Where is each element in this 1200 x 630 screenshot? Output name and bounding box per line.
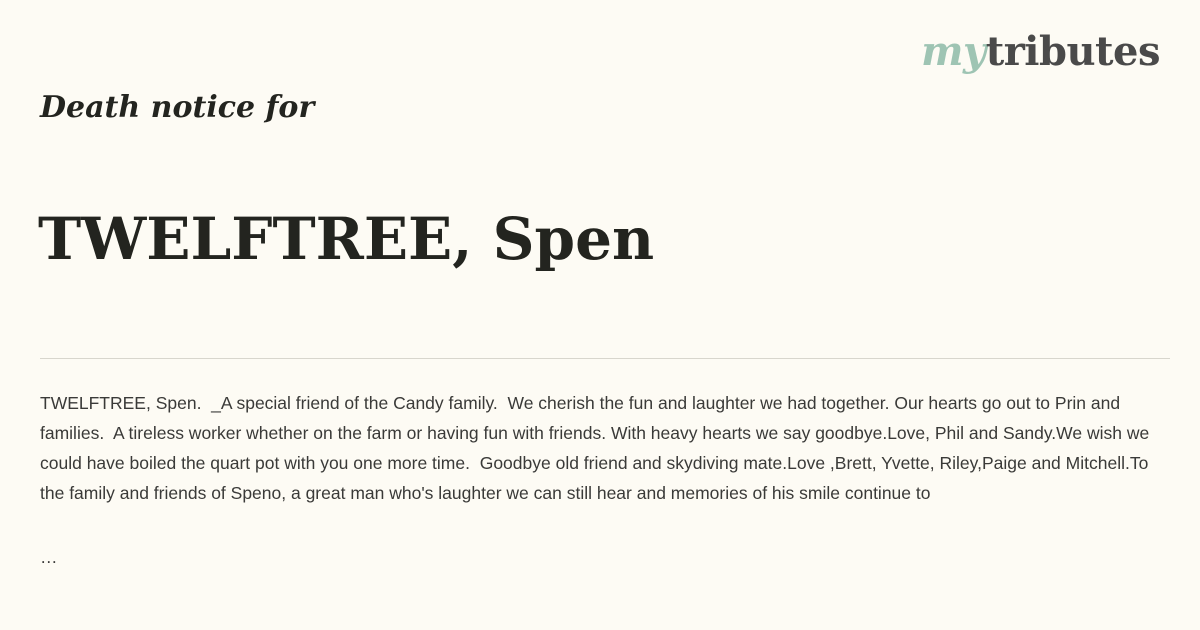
notice-body: TWELFTREE, Spen. _A special friend of the Candy family. We cherish the fun and laughter we had together. Our hearts go out to Prin and families. A tireless worker whether on the farm or having fun with friends. With heavy hearts we say goodbye.Love, Phil and Sandy.We wish we could have boiled the quart pot with you one more time. Goodbye old friend and skydiving mate.Love ,Brett, Yvette, Riley,Paige and Mitchell.To the family and friends of Speno, a great man who's laughter we can still hear and memories of his smile continue to	[40, 393, 1155, 503]
logo-text-tributes: tributes	[985, 28, 1160, 75]
mytributes-logo[interactable]	[921, 28, 1160, 75]
truncation-indicator: …	[40, 547, 58, 567]
page-title: TWELFTREE, Spen	[38, 205, 655, 273]
logo-text-my: my	[921, 28, 986, 75]
eyebrow-label: Death notice for	[40, 90, 315, 125]
divider	[40, 358, 1170, 359]
